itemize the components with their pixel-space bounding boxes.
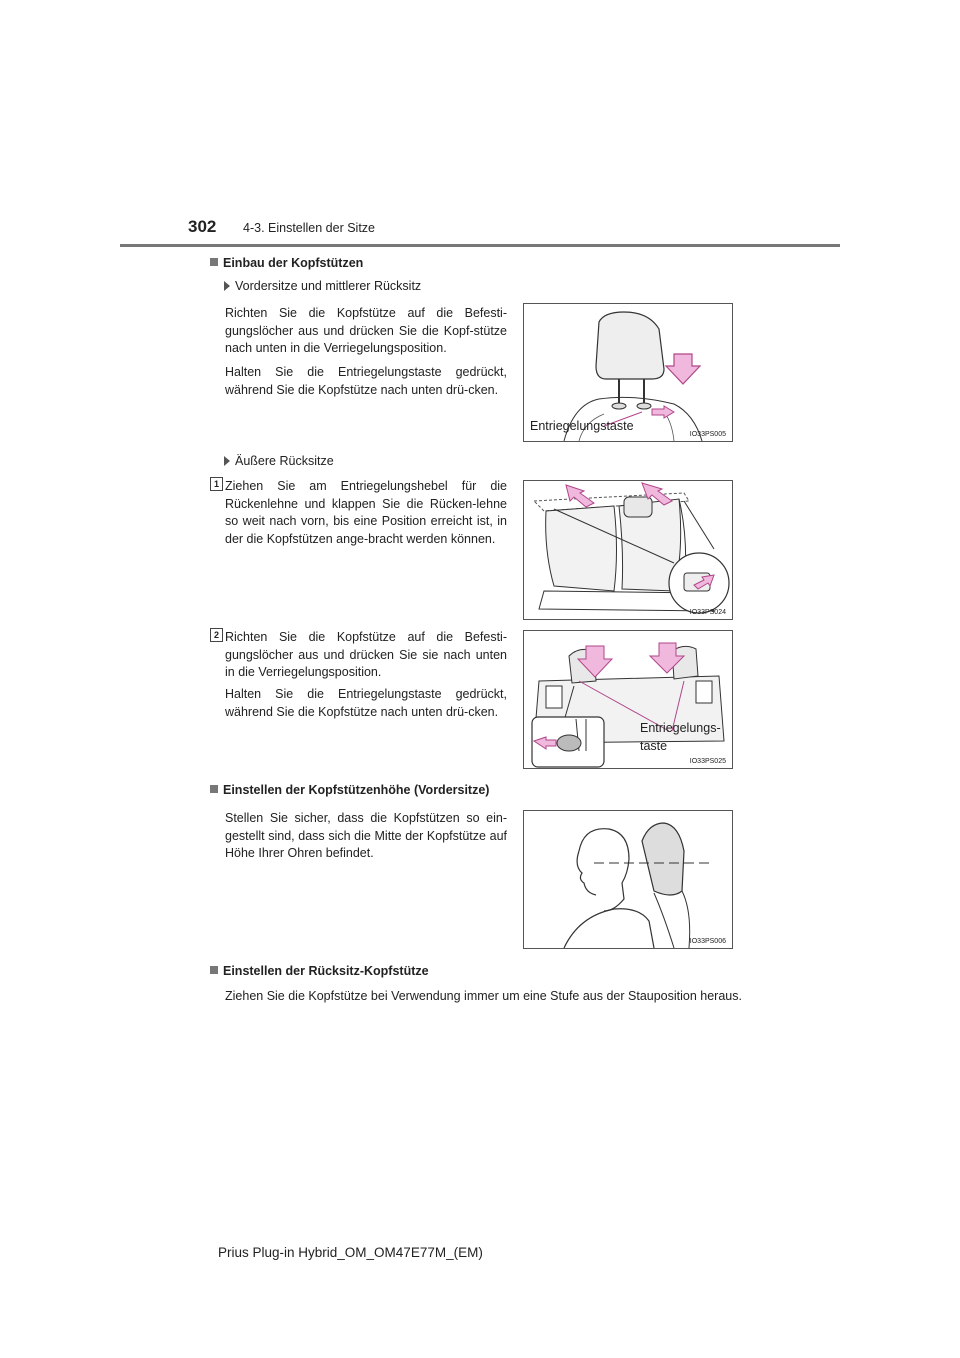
press-arrow-icon [652, 406, 674, 418]
step-number-2: 2 [210, 628, 223, 642]
heading-text: Einstellen der Kopfstützenhöhe (Vordersitze) [223, 783, 490, 797]
section-breadcrumb: 4-3. Einstellen der Sitze [243, 221, 376, 235]
figure-rear-headrest [523, 630, 733, 769]
subheading-front [224, 279, 421, 293]
label-line-1: Entriegelungs- [640, 721, 721, 735]
step-number-1: 1 [210, 477, 223, 491]
heading-rear-headrest [210, 964, 429, 978]
paragraph-front-align: Richten Sie die Kopfstütze auf die Befesti-gungslöcher aus und drücken Sie die Kopf-stütze nach unten in die Verriegelungsposition. [225, 306, 507, 355]
square-bullet-icon [210, 258, 218, 266]
figure-front-headrest [523, 303, 733, 442]
figure-code: IO33PS005 [689, 431, 726, 438]
subheading-text: Äußere Rücksitze [235, 454, 334, 468]
paragraph-adjust-height: Stellen Sie sicher, dass die Kopfstützen so ein-gestellt sind, dass sich die Mitte der Kopfstütze auf Höhe Ihrer Ohren befindet. [225, 811, 507, 860]
figure-code: IO33PS006 [689, 938, 726, 945]
down-arrow-icon [666, 354, 700, 384]
figure-code: IO33PS024 [689, 609, 726, 616]
paragraph-front-press: Halten Sie die Entriegelungstaste gedrückt, während Sie die Kopfstütze nach unten drü-cken. [225, 365, 507, 397]
pull-arrow-icon [566, 485, 594, 507]
heading-adjust-height [210, 783, 489, 797]
square-bullet-icon [210, 785, 218, 793]
figure-label-release-button [640, 719, 721, 755]
heading-text: Einbau der Kopfstützen [223, 256, 364, 270]
heading-text: Einstellen der Rücksitz-Kopfstütze [223, 964, 429, 978]
square-bullet-icon [210, 966, 218, 974]
figure-head-height [523, 810, 733, 949]
triangle-bullet-icon [224, 281, 230, 291]
label-line-2: taste [640, 739, 668, 753]
subheading-text: Vordersitze und mittlerer Rücksitz [235, 279, 422, 293]
page-number: 302 [188, 217, 217, 236]
triangle-bullet-icon [224, 456, 230, 466]
figure-code: IO33PS025 [689, 758, 726, 765]
figure-rear-seatback [523, 480, 733, 620]
paragraph-step2-press: Halten Sie die Entriegelungstaste gedrückt, während Sie die Kopfstütze nach unten drü-cken. [225, 687, 507, 719]
heading-install-headrests [210, 256, 363, 270]
footer-manual-id: Prius Plug-in Hybrid_OM_OM47E77M_(EM) [218, 1245, 483, 1260]
paragraph-step2-align: Richten Sie die Kopfstütze auf die Befesti-gungslöcher aus und drücken Sie sie nach unten in die Verriegelungsposition. [225, 630, 507, 679]
subheading-rear [224, 454, 334, 468]
paragraph-step1: Ziehen Sie am Entriegelungshebel für die Rückenlehne und klappen Sie die Rücken-lehne so weit nach vorn, bis eine Position erreicht ist, in der die Kopfstützen ange-bracht werden können. [225, 479, 507, 546]
header-rule [120, 244, 840, 247]
figure-label-release-button: Entriegelungstaste [530, 419, 634, 433]
paragraph-rear-headrest: Ziehen Sie die Kopfstütze bei Verwendung immer um eine Stufe aus der Stauposition heraus. [225, 989, 742, 1003]
